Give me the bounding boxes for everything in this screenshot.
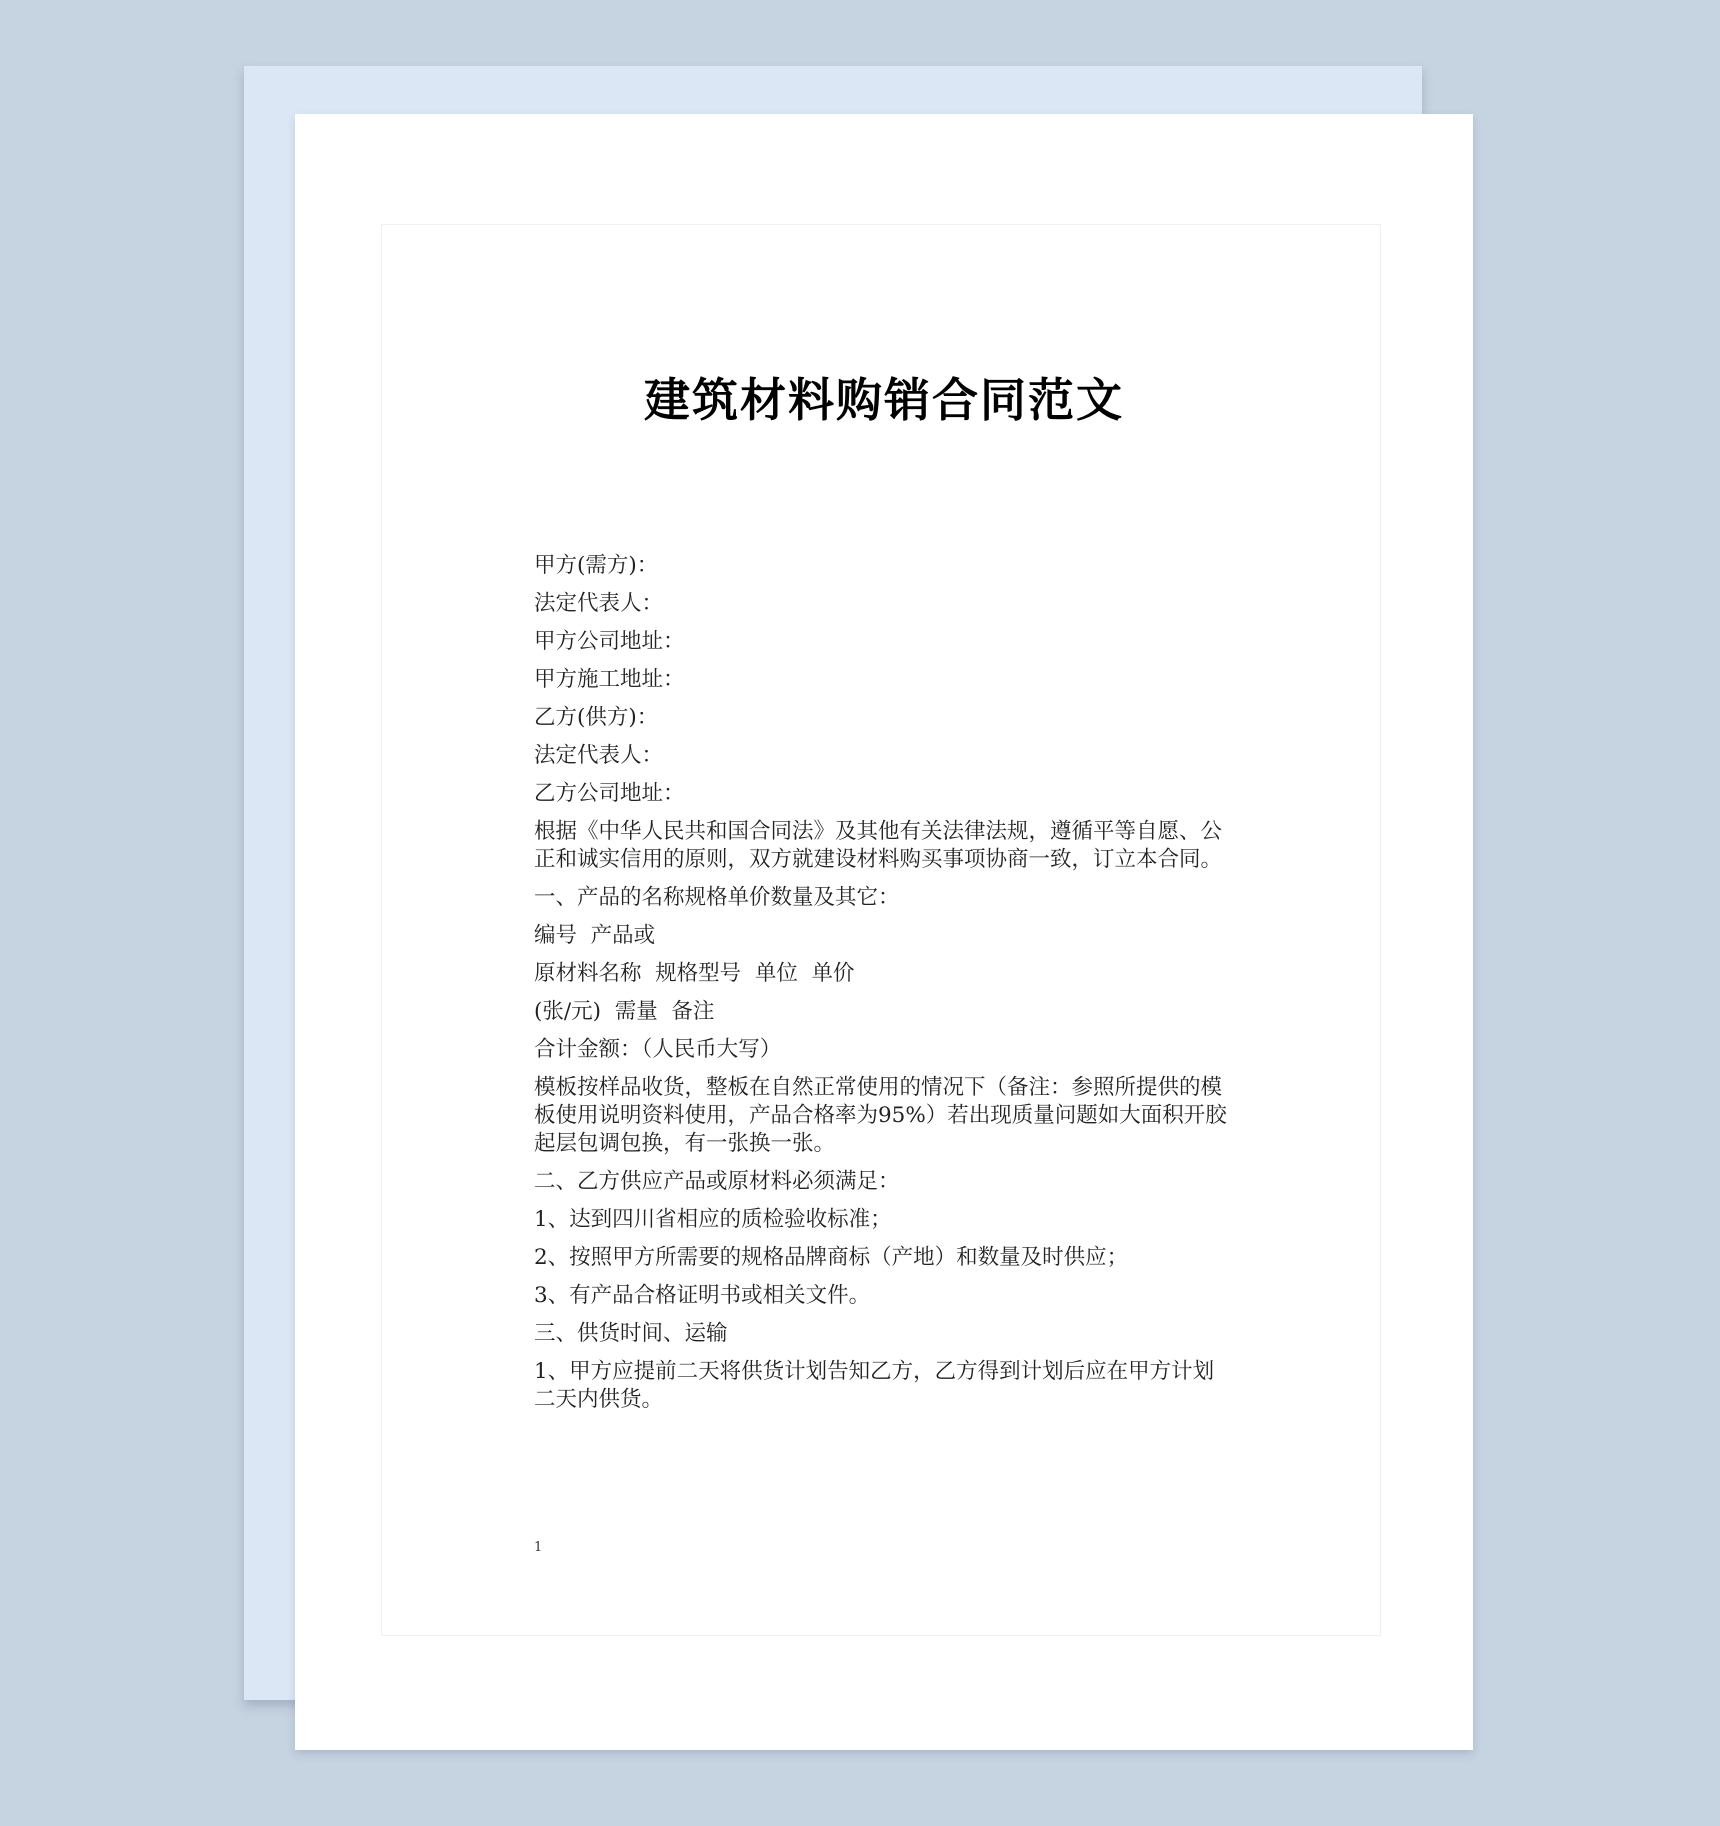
paragraph: 甲方公司地址：	[534, 629, 685, 654]
paragraph: 2、按照甲方所需要的规格品牌商标（产地）和数量及时供应；	[534, 1245, 1129, 1270]
paragraph: 乙方公司地址：	[534, 781, 685, 806]
paragraph: (张/元) 需量 备注	[534, 999, 715, 1024]
paragraph: 甲方(需方)：	[534, 553, 659, 578]
paragraph: 根据《中华人民共和国合同法》及其他有关法律法规，遵循平等自愿、公正和诚实信用的原则，双方就建设材料购买事项协商一致，订立本合同。	[534, 819, 1223, 872]
paragraph: 三、供货时间、运输	[534, 1321, 728, 1346]
paragraph: 二、乙方供应产品或原材料必须满足：	[534, 1169, 900, 1194]
paragraph: 甲方施工地址：	[534, 667, 685, 692]
paragraph: 3、有产品合格证明书或相关文件。	[534, 1283, 871, 1308]
paragraph: 编号 产品或	[534, 923, 656, 948]
paragraph: 乙方(供方)：	[534, 705, 659, 730]
document-body	[534, 552, 1234, 1424]
paragraph: 模板按样品收货，整板在自然正常使用的情况下（备注：参照所提供的模板使用说明资料使用，产品合格率为95%）若出现质量问题如大面积开胶起层包调包换，有一张换一张。	[534, 1075, 1227, 1156]
paragraph: 1、甲方应提前二天将供货计划告知乙方，乙方得到计划后应在甲方计划二天内供货。	[534, 1359, 1215, 1412]
paragraph: 一、产品的名称规格单价数量及其它：	[534, 885, 900, 910]
paragraph: 合计金额：（人民币大写）	[534, 1037, 782, 1062]
page-number: 1	[534, 1540, 543, 1555]
document-title: 建筑材料购销合同范文	[644, 373, 1124, 427]
paragraph: 1、达到四川省相应的质检验收标准；	[534, 1207, 892, 1232]
paragraph: 法定代表人：	[534, 743, 664, 768]
document-page	[295, 114, 1473, 1750]
paragraph: 法定代表人：	[534, 591, 664, 616]
paragraph: 原材料名称 规格型号 单位 单价	[534, 961, 855, 986]
